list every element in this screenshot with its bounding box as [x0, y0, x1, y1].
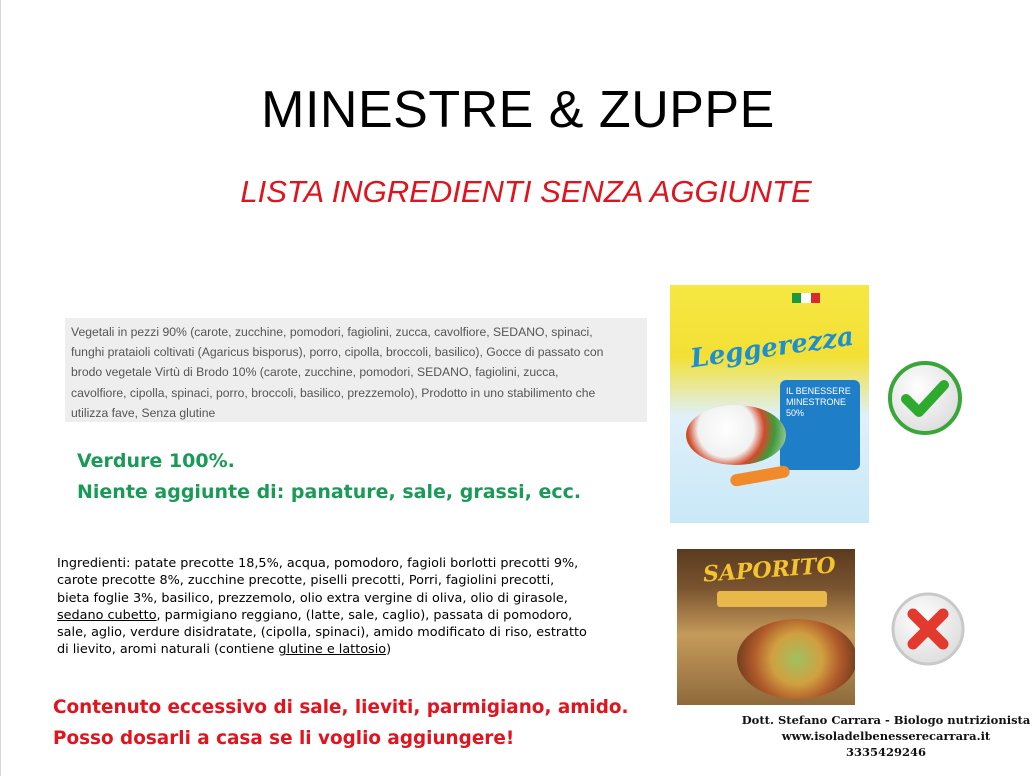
underlined-ingredient: sedano cubetto	[57, 607, 157, 623]
good-product-ingredient-label	[65, 318, 647, 422]
ingredients-line	[57, 641, 657, 658]
verdict-line: Verdure 100%.	[77, 450, 235, 472]
verdict-line: Niente aggiunte di: panature, sale, grassi, ecc.	[77, 481, 582, 503]
verdict-line: Contenuto eccessivo di sale, lieviti, parmigiano, amido.	[53, 697, 629, 718]
author-credits	[721, 712, 1034, 760]
ingredients-text: , parmigiano reggiano, (latte, sale, caglio), passata di pomodoro,	[156, 607, 573, 623]
ingredients-line: bieta foglie 3%, basilico, prezzemolo, olio extra vergine di oliva, olio di girasole,	[57, 590, 568, 606]
label-line: Vegetali in pezzi 90% (carote, zucchine, pomodori, fagiolini, zucca, cavolfiore, SEDANO, spinaci,	[71, 325, 593, 339]
bad-product-brand: SAPORITO	[702, 552, 837, 588]
label-line: funghi prataioli coltivati (Agaricus bisporus), porro, cipolla, broccoli, basilico), Gocce di passato con	[71, 345, 604, 360]
credits-line: www.isoladelbenesserecarrara.it	[781, 729, 991, 743]
carrot-image	[729, 465, 790, 487]
label-line: utilizza fave, Senza glutine	[71, 405, 216, 420]
ingredients-line: carote precotte 8%, zucchine precotte, piselli precotti, Porri, fagiolini precotti,	[57, 573, 555, 589]
italian-flag-icon	[792, 293, 820, 303]
verdict-line: Posso dosarli a casa se li voglio aggiungere!	[53, 728, 515, 749]
good-product-brand: Leggerezza	[688, 321, 856, 375]
ingredients-line: sale, aglio, verdure disidratate, (cipolla, spinaci), amido modificato di riso, estratto	[57, 625, 587, 641]
soup-bowl-image	[686, 405, 786, 465]
good-product-verdict	[77, 446, 581, 508]
product-band	[717, 591, 827, 607]
underlined-ingredient: glutine e lattosio	[278, 642, 387, 658]
label-line: brodo vegetale Virtù di Brodo 10% (carote, zucchine, pomodori, SEDANO, fagiolini, zucca,	[71, 365, 559, 380]
label-line: cavolfiore, cipolla, spinaci, porro, broccoli, basilico, prezzemolo), Prodotto in uno stabilimento che	[71, 385, 596, 400]
check-icon	[886, 359, 964, 437]
ingredients-line	[57, 607, 657, 624]
slide-title: MINESTRE & ZUPPE	[261, 81, 775, 139]
ingredients-text: di lievito, aromi naturali (contiene	[57, 642, 279, 658]
bad-product-ingredients	[57, 555, 657, 659]
good-product-tag: IL BENESSERE MINESTRONE 50%	[780, 380, 860, 470]
slide-subtitle: LISTA INGREDIENTI SENZA AGGIUNTE	[240, 174, 812, 209]
cross-icon	[889, 590, 967, 668]
bad-product-image	[677, 549, 855, 705]
credits-line: Dott. Stefano Carrara - Biologo nutrizionista	[741, 713, 1031, 727]
good-product-image	[670, 285, 869, 523]
credits-line: 3335429246	[845, 745, 927, 759]
ingredients-line: Ingredienti: patate precotte 18,5%, acqua, pomodoro, fagioli borlotti precotti 9%,	[57, 556, 579, 571]
soup-bowl-image	[737, 619, 855, 699]
ingredients-text: )	[386, 642, 392, 658]
bad-product-verdict	[53, 692, 629, 754]
